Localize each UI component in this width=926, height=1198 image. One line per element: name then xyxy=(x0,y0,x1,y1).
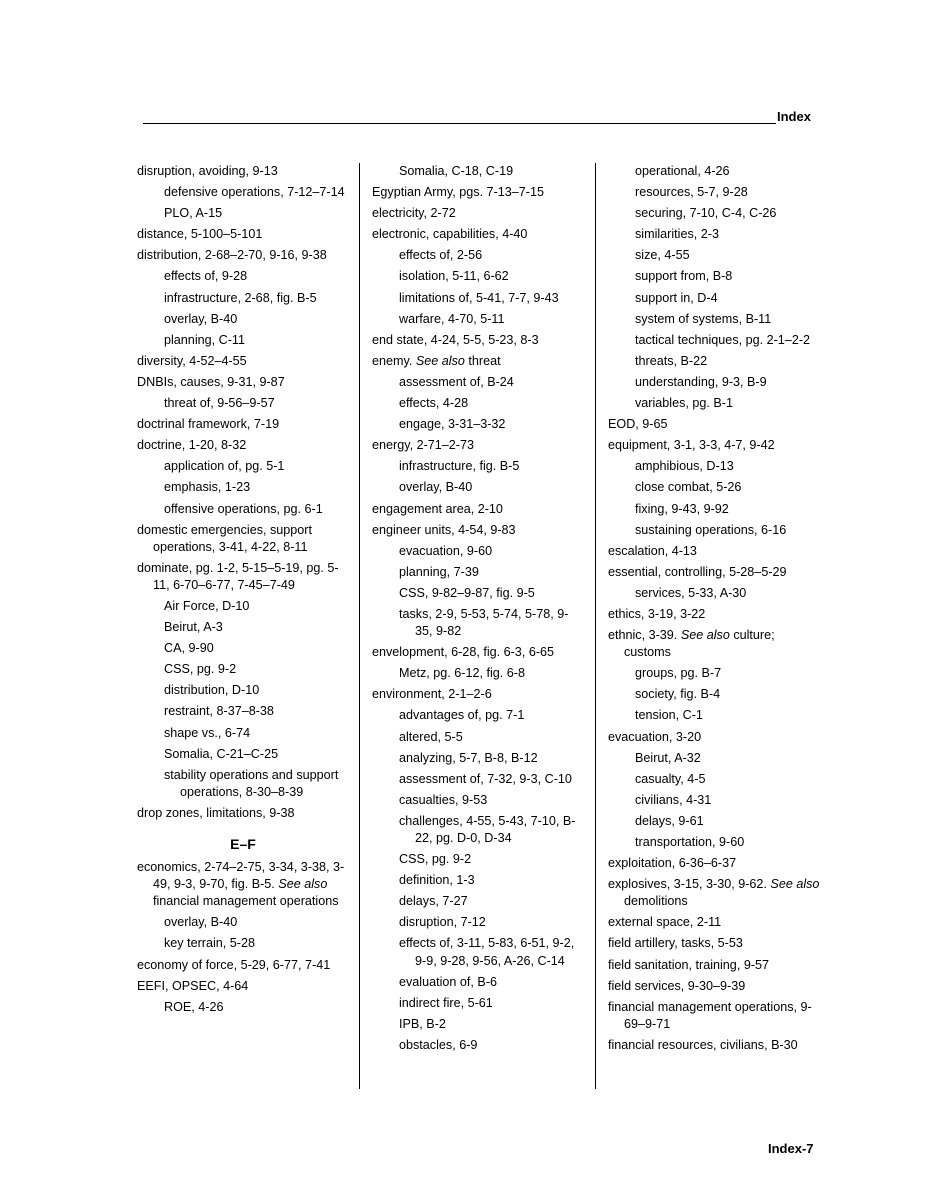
entry-text: infrastructure, fig. B-5 xyxy=(399,459,520,474)
index-column-1 xyxy=(137,163,349,1020)
entry-text: sustaining operations, 6-16 xyxy=(635,522,787,537)
index-entry xyxy=(608,437,820,454)
entry-text: CA, 9-90 xyxy=(164,641,214,656)
entry-text: DNBIs, causes, 9-31, 9-87 xyxy=(137,374,285,389)
entry-text: Metz, pg. 6-12, fig. 6-8 xyxy=(399,666,525,681)
index-entry xyxy=(608,914,820,931)
entry-text: fixing, 9-43, 9-92 xyxy=(635,501,729,516)
entry-text: CSS, pg. 9-2 xyxy=(399,852,472,867)
entry-text: planning, C-11 xyxy=(164,332,245,347)
index-subentry xyxy=(608,290,820,307)
entry-text: field sanitation, training, 9-57 xyxy=(608,957,770,972)
entry-text: doctrine, 1-20, 8-32 xyxy=(137,438,247,453)
index-entry xyxy=(608,999,820,1033)
index-subentry xyxy=(372,564,584,581)
index-subentry xyxy=(608,247,820,264)
index-subentry xyxy=(372,893,584,910)
index-subentry xyxy=(137,703,349,720)
entry-text: equipment, 3-1, 3-3, 4-7, 9-42 xyxy=(608,438,775,453)
cross-reference-target: financial management operations xyxy=(153,894,339,909)
index-subentry xyxy=(608,522,820,539)
entry-text: energy, 2-71–2-73 xyxy=(372,438,474,453)
entry-text: services, 5-33, A-30 xyxy=(635,585,747,600)
index-entry xyxy=(608,978,820,995)
index-subentry xyxy=(137,661,349,678)
entry-text: advantages of, pg. 7-1 xyxy=(399,708,525,723)
entry-text: analyzing, 5-7, B-8, B-12 xyxy=(399,750,538,765)
index-subentry xyxy=(137,640,349,657)
entry-text: close combat, 5-26 xyxy=(635,480,742,495)
index-subentry xyxy=(608,585,820,602)
index-subentry xyxy=(372,872,584,889)
index-subentry xyxy=(137,479,349,496)
index-subentry xyxy=(608,226,820,243)
entry-text: threat of, 9-56–9-57 xyxy=(164,396,275,411)
entry-text: financial resources, civilians, B-30 xyxy=(608,1037,798,1052)
entry-text: society, fig. B-4 xyxy=(635,687,721,702)
entry-text: overlay, B-40 xyxy=(399,480,473,495)
entry-text: shape vs., 6-74 xyxy=(164,725,251,740)
index-subentry xyxy=(372,458,584,475)
entry-text: civilians, 4-31 xyxy=(635,792,712,807)
index-entry xyxy=(608,543,820,560)
index-entry xyxy=(372,353,584,370)
entry-text: groups, pg. B-7 xyxy=(635,666,722,681)
see-also-reference: See also xyxy=(278,877,328,892)
entry-text: support from, B-8 xyxy=(635,269,733,284)
index-subentry xyxy=(137,268,349,285)
entry-text: application of, pg. 5-1 xyxy=(164,459,285,474)
entry-text: electronic, capabilities, 4-40 xyxy=(372,227,528,242)
entry-text: stability operations and support operations, 8-30–8-39 xyxy=(164,767,339,799)
index-subentry xyxy=(608,184,820,201)
entry-text: dominate, pg. 1-2, 5-15–5-19, pg. 5-11, 6-70–6-77, 7-45–7-49 xyxy=(137,560,339,592)
entry-text: operational, 4-26 xyxy=(635,164,730,178)
entry-text: amphibious, D-13 xyxy=(635,459,734,474)
entry-text: environment, 2-1–2-6 xyxy=(372,687,492,702)
index-subentry xyxy=(372,585,584,602)
entry-text: size, 4-55 xyxy=(635,248,690,263)
column-divider xyxy=(359,163,360,1089)
index-subentry xyxy=(372,1037,584,1054)
entry-text: transportation, 9-60 xyxy=(635,835,745,849)
index-subentry xyxy=(137,184,349,201)
entry-text: delays, 9-61 xyxy=(635,813,704,828)
index-entry xyxy=(608,876,820,910)
index-entry xyxy=(608,729,820,746)
index-subentry xyxy=(372,914,584,931)
index-subentry xyxy=(137,914,349,931)
entry-text: warfare, 4-70, 5-11 xyxy=(399,311,505,326)
entry-text: Air Force, D-10 xyxy=(164,598,250,613)
entry-text: casualties, 9-53 xyxy=(399,792,488,807)
entry-text: obstacles, 6-9 xyxy=(399,1037,478,1052)
index-entry xyxy=(372,184,584,201)
index-subentry xyxy=(372,268,584,285)
entry-text: resources, 5-7, 9-28 xyxy=(635,185,748,200)
entry-text: restraint, 8-37–8-38 xyxy=(164,704,274,719)
index-entry xyxy=(608,935,820,952)
index-subentry xyxy=(137,767,349,801)
entry-text: drop zones, limitations, 9-38 xyxy=(137,805,295,820)
index-subentry xyxy=(608,268,820,285)
entry-text: tasks, 2-9, 5-53, 5-74, 5-78, 9-35, 9-82 xyxy=(399,606,569,639)
index-subentry xyxy=(608,792,820,809)
cross-reference-target: culture; customs xyxy=(624,628,775,660)
entry-text: delays, 7-27 xyxy=(399,894,468,909)
entry-text: Beirut, A-32 xyxy=(635,750,701,765)
index-subentry xyxy=(372,416,584,433)
entry-text: field services, 9-30–9-39 xyxy=(608,978,746,993)
entry-text: electricity, 2-72 xyxy=(372,206,456,221)
entry-text: end state, 4-24, 5-5, 5-23, 8-3 xyxy=(372,332,539,347)
index-subentry xyxy=(372,665,584,682)
entry-text: definition, 1-3 xyxy=(399,873,475,888)
entry-text: securing, 7-10, C-4, C-26 xyxy=(635,206,777,221)
index-subentry xyxy=(372,311,584,328)
index-entry xyxy=(137,226,349,243)
entry-text: Somalia, C-21–C-25 xyxy=(164,746,279,761)
index-entry xyxy=(137,353,349,370)
index-subentry xyxy=(137,501,349,518)
index-subentry xyxy=(137,619,349,636)
index-entry xyxy=(372,226,584,243)
entry-text: distribution, D-10 xyxy=(164,683,260,698)
entry-text: overlay, B-40 xyxy=(164,915,238,930)
index-subentry xyxy=(372,750,584,767)
entry-text: tension, C-1 xyxy=(635,708,703,723)
entry-text: planning, 7-39 xyxy=(399,564,479,579)
index-subentry xyxy=(372,995,584,1012)
entry-text: essential, controlling, 5-28–5-29 xyxy=(608,564,787,579)
index-subentry xyxy=(372,935,584,969)
index-entry xyxy=(608,1037,820,1054)
see-also-reference: See also xyxy=(415,353,465,368)
entry-text: defensive operations, 7-12–7-14 xyxy=(164,185,345,200)
index-subentry xyxy=(137,205,349,222)
entry-text: system of systems, B-11 xyxy=(635,311,772,326)
index-subentry xyxy=(137,999,349,1016)
entry-text: external space, 2-11 xyxy=(608,915,722,930)
entry-text: engineer units, 4-54, 9-83 xyxy=(372,522,516,537)
index-entry xyxy=(372,686,584,703)
entry-text: distance, 5-100–5-101 xyxy=(137,227,263,242)
index-subentry xyxy=(608,205,820,222)
index-entry xyxy=(372,332,584,349)
entry-text: Somalia, C-18, C-19 xyxy=(399,164,514,178)
entry-text: effects of, 3-11, 5-83, 6-51, 9-2, 9-9, 9-28, 9-56, A-26, C-14 xyxy=(399,936,575,968)
index-entry xyxy=(137,437,349,454)
see-also-reference: See also xyxy=(680,628,730,643)
entry-text: indirect fire, 5-61 xyxy=(399,995,493,1010)
entry-text: understanding, 9-3, B-9 xyxy=(635,374,767,389)
index-subentry xyxy=(608,813,820,830)
entry-text: effects of, 2-56 xyxy=(399,248,483,263)
entry-text: domestic emergencies, support operations, 3-41, 4-22, 8-11 xyxy=(137,522,312,554)
entry-text: CSS, 9-82–9-87, fig. 9-5 xyxy=(399,585,535,600)
header-rule xyxy=(143,123,776,124)
entry-text: escalation, 4-13 xyxy=(608,543,697,558)
entry-text: EEFI, OPSEC, 4-64 xyxy=(137,978,249,993)
entry-text: explosives, 3-15, 3-30, 9-62. xyxy=(608,877,767,892)
index-entry xyxy=(608,606,820,623)
index-entry xyxy=(608,416,820,433)
entry-text: financial management operations, 9-69–9-71 xyxy=(608,999,812,1031)
index-column-3 xyxy=(608,163,820,1058)
entry-text: enemy. xyxy=(372,353,413,368)
entry-text: emphasis, 1-23 xyxy=(164,480,251,495)
entry-text: isolation, 5-11, 6-62 xyxy=(399,269,509,284)
index-subentry xyxy=(372,606,584,640)
index-subentry xyxy=(372,729,584,746)
column-divider xyxy=(595,163,596,1089)
entry-text: evacuation, 9-60 xyxy=(399,543,493,558)
index-subentry xyxy=(608,501,820,518)
index-entry xyxy=(137,957,349,974)
running-header-title: Index xyxy=(777,109,811,124)
index-subentry xyxy=(608,395,820,412)
entry-text: engagement area, 2-10 xyxy=(372,501,503,516)
index-entry xyxy=(137,522,349,556)
index-subentry xyxy=(137,290,349,307)
index-subentry xyxy=(372,290,584,307)
index-subentry xyxy=(608,374,820,391)
entry-text: EOD, 9-65 xyxy=(608,417,668,432)
entry-text: envelopment, 6-28, fig. 6-3, 6-65 xyxy=(372,645,555,660)
index-subentry xyxy=(608,750,820,767)
entry-text: casualty, 4-5 xyxy=(635,771,706,786)
index-subentry xyxy=(137,332,349,349)
entry-text: evacuation, 3-20 xyxy=(608,729,702,744)
index-subentry xyxy=(372,1016,584,1033)
entry-text: threats, B-22 xyxy=(635,353,708,368)
entry-text: effects of, 9-28 xyxy=(164,269,248,284)
entry-text: diversity, 4-52–4-55 xyxy=(137,353,247,368)
entry-text: field artillery, tasks, 5-53 xyxy=(608,936,743,951)
index-subentry xyxy=(608,479,820,496)
index-subentry xyxy=(137,458,349,475)
entry-text: tactical techniques, pg. 2-1–2-2 xyxy=(635,332,811,347)
index-entry xyxy=(137,247,349,264)
index-subentry xyxy=(372,707,584,724)
index-subentry xyxy=(137,682,349,699)
cross-reference-target: demolitions xyxy=(624,894,688,909)
index-subentry xyxy=(137,598,349,615)
entry-text: ethics, 3-19, 3-22 xyxy=(608,606,706,621)
page-number: Index-7 xyxy=(768,1141,814,1156)
index-subentry xyxy=(372,974,584,991)
index-subentry xyxy=(608,458,820,475)
index-subentry xyxy=(608,163,820,180)
entry-text: support in, D-4 xyxy=(635,290,718,305)
entry-text: economics, 2-74–2-75, 3-34, 3-38, 3-49, 9-3, 9-70, fig. B-5. xyxy=(137,860,345,892)
entry-text: PLO, A-15 xyxy=(164,206,223,221)
index-entry xyxy=(372,437,584,454)
entry-text: key terrain, 5-28 xyxy=(164,936,255,951)
entry-text: similarities, 2-3 xyxy=(635,227,719,242)
entry-text: IPB, B-2 xyxy=(399,1016,446,1031)
index-subentry xyxy=(372,395,584,412)
index-subentry xyxy=(372,851,584,868)
index-subentry xyxy=(137,395,349,412)
entry-text: CSS, pg. 9-2 xyxy=(164,662,237,677)
entry-text: challenges, 4-55, 5-43, 7-10, B-22, pg. D-0, D-34 xyxy=(399,813,576,845)
entry-text: doctrinal framework, 7-19 xyxy=(137,417,280,432)
entry-text: effects, 4-28 xyxy=(399,396,469,411)
index-subentry xyxy=(372,374,584,391)
entry-text: assessment of, 7-32, 9-3, C-10 xyxy=(399,771,572,786)
entry-text: altered, 5-5 xyxy=(399,729,463,744)
index-entry xyxy=(608,855,820,872)
index-subentry xyxy=(608,353,820,370)
index-subentry xyxy=(608,332,820,349)
entry-text: exploitation, 6-36–6-37 xyxy=(608,856,737,871)
index-entry xyxy=(137,560,349,594)
index-entry xyxy=(137,416,349,433)
section-heading: E–F xyxy=(230,836,256,852)
entry-text: assessment of, B-24 xyxy=(399,374,514,389)
entry-text: evaluation of, B-6 xyxy=(399,974,498,989)
cross-reference-target: threat xyxy=(468,353,501,368)
index-subentry xyxy=(372,479,584,496)
index-subentry xyxy=(137,725,349,742)
index-subentry xyxy=(608,771,820,788)
index-entry xyxy=(608,564,820,581)
index-entry xyxy=(137,978,349,995)
index-subentry xyxy=(372,543,584,560)
index-entry xyxy=(372,205,584,222)
entry-text: disruption, avoiding, 9-13 xyxy=(137,164,278,178)
index-subentry xyxy=(372,247,584,264)
index-entry xyxy=(137,859,349,910)
entry-text: distribution, 2-68–2-70, 9-16, 9-38 xyxy=(137,248,327,263)
index-subentry xyxy=(372,163,584,180)
index-subentry xyxy=(372,813,584,847)
index-subentry xyxy=(608,686,820,703)
index-subentry xyxy=(372,792,584,809)
index-subentry xyxy=(608,707,820,724)
index-subentry xyxy=(372,771,584,788)
entry-text: engage, 3-31–3-32 xyxy=(399,417,506,432)
entry-text: Egyptian Army, pgs. 7-13–7-15 xyxy=(372,185,544,200)
index-entry xyxy=(608,627,820,661)
index-entry xyxy=(137,163,349,180)
index-subentry xyxy=(137,746,349,763)
index-entry xyxy=(137,374,349,391)
index-entry xyxy=(137,805,349,822)
index-subentry xyxy=(608,311,820,328)
index-subentry xyxy=(608,665,820,682)
entry-text: disruption, 7-12 xyxy=(399,915,486,930)
see-also-reference: See also xyxy=(770,877,820,892)
entry-text: ethnic, 3-39. xyxy=(608,628,678,643)
index-entry xyxy=(372,644,584,661)
entry-text: Beirut, A-3 xyxy=(164,620,223,635)
index-entry xyxy=(608,957,820,974)
entry-text: ROE, 4-26 xyxy=(164,999,224,1014)
entry-text: limitations of, 5-41, 7-7, 9-43 xyxy=(399,290,559,305)
index-subentry xyxy=(608,834,820,851)
entry-text: infrastructure, 2-68, fig. B-5 xyxy=(164,290,317,305)
index-entry xyxy=(372,522,584,539)
entry-text: variables, pg. B-1 xyxy=(635,396,734,411)
entry-text: offensive operations, pg. 6-1 xyxy=(164,501,323,516)
entry-text: overlay, B-40 xyxy=(164,311,238,326)
index-subentry xyxy=(137,311,349,328)
index-entry xyxy=(372,501,584,518)
index-subentry xyxy=(137,935,349,952)
index-column-2 xyxy=(372,163,584,1058)
entry-text: economy of force, 5-29, 6-77, 7-41 xyxy=(137,957,331,972)
